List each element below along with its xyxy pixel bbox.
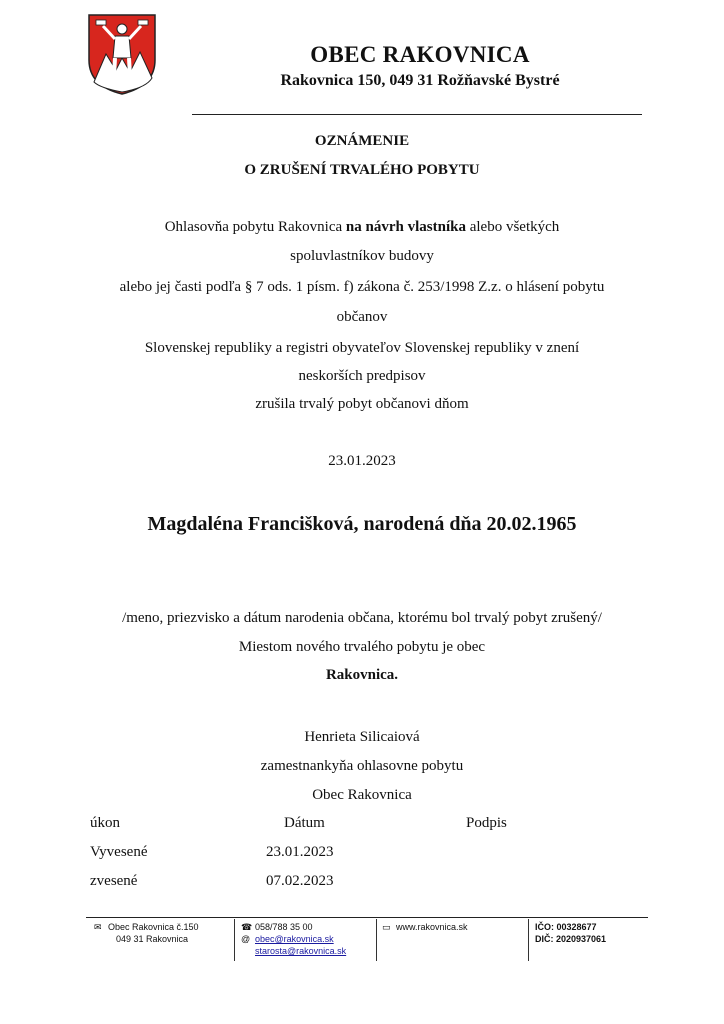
- table-row-removed-label: zvesené: [90, 873, 138, 889]
- body-line-1-text: Ohlasovňa pobytu Rakovnica: [164, 219, 346, 235]
- footer-address-line-2: 049 31 Rakovnica: [116, 934, 189, 944]
- body-line-6: neskorších predpisov: [298, 368, 426, 384]
- footer-column-divider: [528, 919, 529, 961]
- new-residence-municipality: Rakovnica.: [325, 667, 399, 683]
- signatory-organization: Obec Rakovnica: [312, 787, 412, 803]
- body-line-1: [0, 219, 724, 236]
- header-divider: [192, 114, 642, 115]
- table-header-date: Dátum: [284, 815, 325, 831]
- envelope-icon: ✉: [94, 922, 102, 932]
- organization-name: OBEC RAKOVNICA: [310, 42, 530, 67]
- footer-web: [382, 921, 512, 933]
- explanation-line-2: Miestom nového trvalého pobytu je obec: [238, 639, 486, 655]
- footer-email-mayor[interactable]: starosta@rakovnica.sk: [255, 946, 347, 956]
- body-line-3: alebo jej časti podľa § 7 ods. 1 písm. f) zákona č. 253/1998 Z.z. o hlásení pobytu: [119, 279, 605, 295]
- footer-address-line-1: Obec Rakovnica č.150: [108, 922, 199, 932]
- citizen-name-line: Magdaléna Francišková, narodená dňa 20.02.1965: [147, 513, 577, 535]
- coat-of-arms-logo: [86, 12, 158, 96]
- body-line-4: občanov: [336, 309, 388, 325]
- table-header-action: úkon: [90, 815, 120, 831]
- footer-website[interactable]: www.rakovnica.sk: [396, 922, 468, 932]
- notice-subtitle: O ZRUŠENÍ TRVALÉHO POBYTU: [244, 162, 480, 178]
- table-row-posted-date: 23.01.2023: [266, 844, 334, 860]
- body-line-2: spoluvlastníkov budovy: [290, 248, 434, 264]
- monitor-icon: ▭: [382, 922, 391, 932]
- table-row-removed-date: 07.02.2023: [266, 873, 334, 889]
- body-line-1-bold: na návrh vlastníka: [345, 219, 466, 235]
- signatory-role: zamestnankyňa ohlasovne pobytu: [260, 758, 464, 774]
- organization-address: Rakovnica 150, 049 31 Rožňavské Bystré: [280, 72, 560, 89]
- footer-column-divider: [376, 919, 377, 961]
- cancellation-date: 23.01.2023: [328, 453, 396, 469]
- body-line-5: Slovenskej republiky a registri obyvateľov Slovenskej republiky v znení: [144, 340, 580, 356]
- at-icon: @: [241, 934, 251, 944]
- footer-contacts: [241, 921, 371, 957]
- footer-email-office[interactable]: obec@rakovnica.sk: [255, 934, 334, 944]
- footer-dic: DIČ: 2020937061: [535, 934, 607, 944]
- signatory-name: Henrieta Silicaiová: [304, 729, 420, 745]
- footer-column-divider: [234, 919, 235, 961]
- footer-ico: IČO: 00328677: [535, 922, 597, 932]
- body-line-1-tail: alebo všetkých: [465, 219, 560, 235]
- footer-divider: [86, 917, 648, 918]
- table-header-signature: Podpis: [466, 815, 507, 831]
- phone-icon: ☎: [241, 922, 253, 932]
- table-row-posted-label: Vyvesené: [90, 844, 148, 860]
- notice-title: OZNÁMENIE: [314, 133, 410, 149]
- footer-ids: [535, 921, 645, 945]
- body-line-7: zrušila trvalý pobyt občanovi dňom: [255, 396, 469, 412]
- footer-phone: 058/788 35 00: [255, 922, 313, 932]
- footer-address: [94, 921, 229, 945]
- explanation-line-1: /meno, priezvisko a dátum narodenia občana, ktorému bol trvalý pobyt zrušený/: [122, 610, 602, 626]
